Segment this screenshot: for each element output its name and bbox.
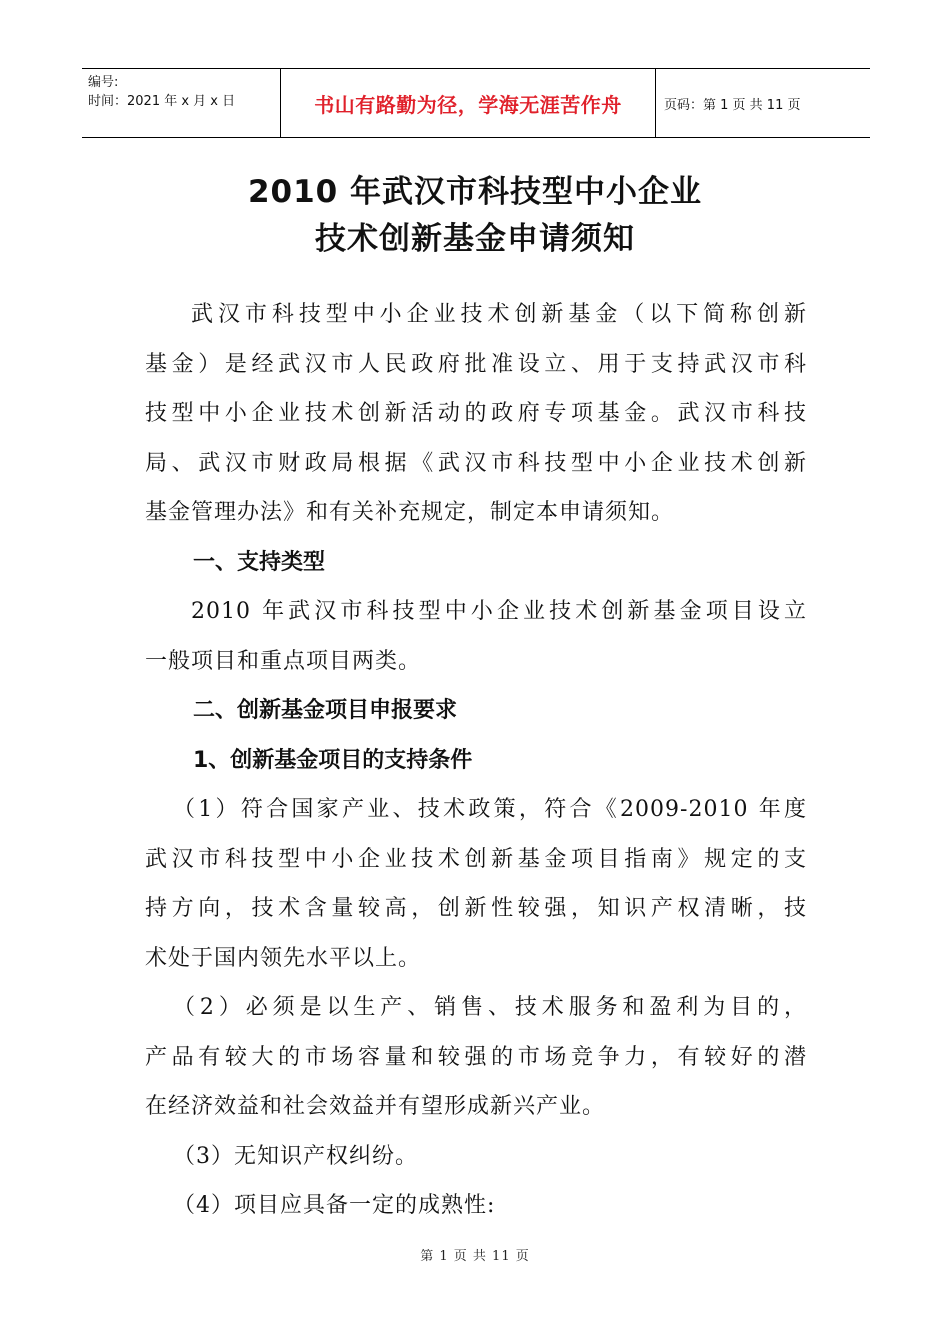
item1-line: （1）符合国家产业、技术政策，符合《2009-2010 年度 <box>173 797 807 822</box>
section2-subheading: 1、创新基金项目的支持条件 <box>193 747 473 773</box>
section1-line: 2010 年武汉市科技型中小企业技术创新基金项目设立 <box>191 599 807 624</box>
time-label: 时间：2021 年 x 月 x 日 <box>88 94 236 109</box>
intro-line: 技型中小企业技术创新活动的政府专项基金。武汉市科技 <box>145 401 807 426</box>
section1-heading: 一、支持类型 <box>193 549 326 575</box>
header-page-info: 页码：第 1 页 共 11 页 <box>664 97 801 113</box>
code-label: 编号: <box>88 75 119 90</box>
intro-line: 基金）是经武汉市人民政府批准设立、用于支持武汉市科 <box>145 351 807 377</box>
item2-line: （2）必须是以生产、销售、技术服务和盈利为目的， <box>173 995 807 1020</box>
item1-line: 持方向，技术含量较高，创新性较强，知识产权清晰，技 <box>145 896 807 921</box>
item3-line: （3）无知识产权纠纷。 <box>173 1143 418 1169</box>
header-slogan: 书山有路勤为径，学海无涯苦作舟 <box>281 69 656 137</box>
document-body <box>145 290 807 1231</box>
intro-line: 局、武汉市财政局根据《武汉市科技型中小企业技术创新 <box>145 450 807 476</box>
intro-line: 基金管理办法》和有关补充规定，制定本申请须知。 <box>145 500 675 525</box>
item4-line: （4）项目应具备一定的成熟性: <box>173 1193 496 1218</box>
section2-heading: 二、创新基金项目申报要求 <box>193 698 458 723</box>
header-meta <box>82 69 281 137</box>
page-header <box>82 68 870 138</box>
intro-line: 武汉市科技型中小企业技术创新基金（以下简称创新 <box>191 302 807 327</box>
item1-line: 武汉市科技型中小企业技术创新基金项目指南》规定的支 <box>145 846 807 872</box>
item2-line: 在经济效益和社会效益并有望形成新兴产业。 <box>145 1094 606 1119</box>
document-title-line1: 2010 年武汉市科技型中小企业 <box>247 174 703 210</box>
document-title-line2: 技术创新基金申请须知 <box>315 221 635 257</box>
item1-line: 术处于国内领先水平以上。 <box>145 945 422 971</box>
item2-line: 产品有较大的市场容量和较强的市场竞争力，有较好的潜 <box>145 1044 807 1070</box>
page-footer: 第 1 页 共 11 页 <box>420 1249 530 1264</box>
section1-line: 一般项目和重点项目两类。 <box>145 648 422 674</box>
